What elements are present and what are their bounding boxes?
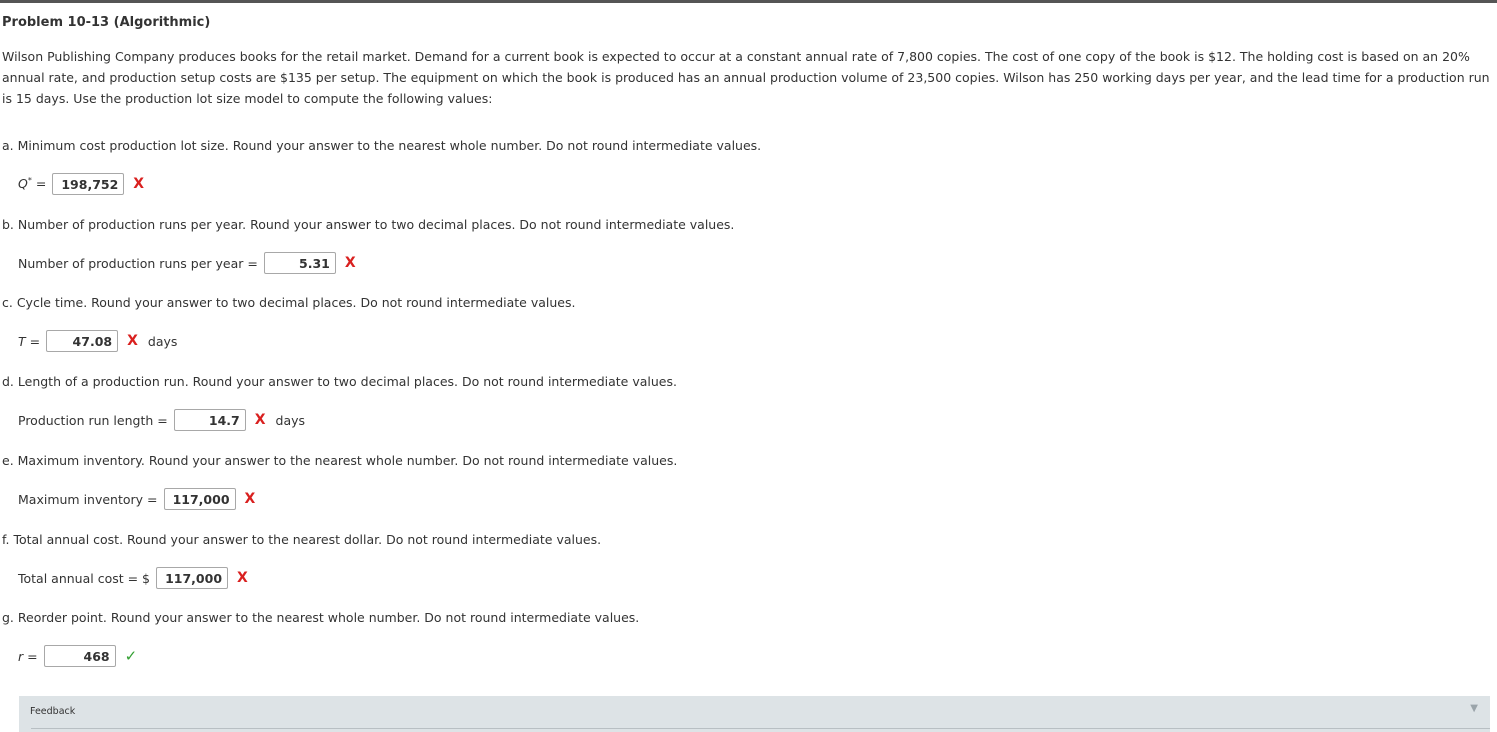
question-e-text: e. Maximum inventory. Round your answer to the nearest whole number. Do not round intermediate values. [2,453,678,468]
x-icon: X [133,176,145,192]
x-icon: X [127,333,138,349]
answer-input-b[interactable] [264,252,336,274]
unit-days: days [147,333,178,349]
x-icon: X [254,412,266,428]
question-c-text: c. Cycle time. Round your answer to two decimal places. Do not round intermediate values. [2,295,576,310]
cycle-time-label: T = [18,333,41,349]
answer-row-f [18,567,248,589]
answer-row-c [18,330,177,352]
feedback-label: Feedback [30,706,76,717]
check-icon: ✓ [124,647,138,665]
feedback-divider [31,728,1490,729]
runs-per-year-label: Number of production runs per year = [18,255,258,271]
total-annual-cost-label: Total annual cost = $ [18,570,151,586]
question-g-text: g. Reorder point. Round your answer to the nearest whole number. Do not round intermediate values. [2,610,640,625]
answer-input-d[interactable] [174,409,246,431]
answer-input-f[interactable] [156,567,228,589]
answer-input-e[interactable] [164,488,236,510]
top-border [0,0,1497,3]
question-d-text: d. Length of a production run. Round your answer to two decimal places. Do not round intermediate values. [2,374,677,389]
answer-input-a[interactable] [52,173,124,195]
unit-days: days [275,412,306,428]
chevron-down-icon[interactable]: ▼ [1470,703,1478,714]
answer-input-g[interactable] [44,645,116,667]
reorder-point-label: r = [18,648,38,664]
answer-row-g [18,645,137,667]
answer-row-d [18,409,305,431]
question-b-text: b. Number of production runs per year. Round your answer to two decimal places. Do not round intermediate values. [2,217,735,232]
production-run-length-label: Production run length = [18,412,168,428]
question-f-text: f. Total annual cost. Round your answer to the nearest dollar. Do not round intermediate values. [2,532,602,547]
answer-row-e [18,488,255,510]
question-a-text: a. Minimum cost production lot size. Round your answer to the nearest whole number. Do not round intermediate values. [2,138,762,153]
q-star-label: Q* = [18,176,47,192]
x-icon: X [244,491,256,507]
feedback-panel[interactable] [19,696,1490,732]
problem-title: Problem 10-13 (Algorithmic) [2,15,211,30]
answer-row-b [18,252,356,274]
problem-statement: Wilson Publishing Company produces books for the retail market. Demand for a current book is expected to occur at a constant annual rate of 7,800 copies. The cost of one copy of the book is $12. The holding cost is based on an 20% annual rate, and production setup costs are $135 per setup. The equipment on which the book is produced has an annual production volume of 23,500 copies. Wilson has 250 working days per year, and the lead time for a production run is 15 days. Use the production lot size model to compute the following values: [2,49,1490,106]
answer-input-c[interactable] [46,330,118,352]
answer-row-a [18,173,144,195]
x-icon: X [237,570,248,586]
maximum-inventory-label: Maximum inventory = [18,491,158,507]
x-icon: X [344,255,356,271]
